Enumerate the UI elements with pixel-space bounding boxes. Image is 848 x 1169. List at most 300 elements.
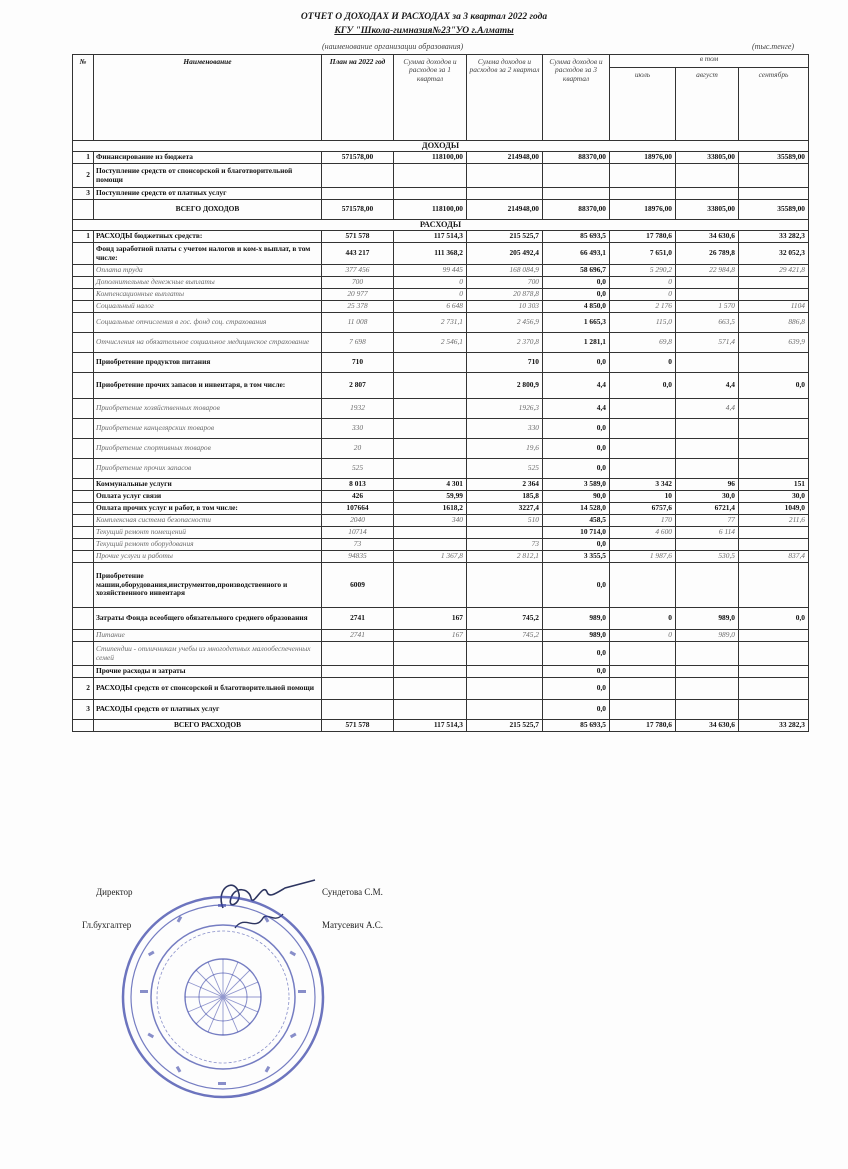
cell-m3: 0,0	[739, 373, 809, 399]
row-label: Оплата прочих услуг и работ, в том числе:	[94, 503, 322, 515]
row-label: Приобретение прочих запасов	[94, 459, 322, 479]
col-m3-header: сентябрь	[739, 67, 809, 140]
cell-q2: 510	[467, 515, 543, 527]
cell-plan: 571578,00	[322, 152, 394, 164]
cell-q3: 66 493,1	[543, 243, 610, 265]
cell-q2: 73	[467, 539, 543, 551]
cell-q1: 117 514,3	[394, 720, 467, 732]
cell-q1: 117 514,3	[394, 231, 467, 243]
cell-m3: 32 052,3	[739, 243, 809, 265]
cell-m1	[610, 188, 676, 200]
cell-m3	[739, 399, 809, 419]
table-row	[73, 720, 809, 732]
row-number	[73, 503, 94, 515]
cell-m1: 1 987,6	[610, 551, 676, 563]
cell-m2	[676, 459, 739, 479]
cell-m3: 639,9	[739, 333, 809, 353]
cell-m3: 35589,00	[739, 152, 809, 164]
cell-plan: 426	[322, 491, 394, 503]
cell-q2: 214948,00	[467, 152, 543, 164]
cell-m2	[676, 563, 739, 608]
cell-m1	[610, 563, 676, 608]
cell-q1: 2 546,1	[394, 333, 467, 353]
cell-m3	[739, 164, 809, 188]
cell-q1	[394, 164, 467, 188]
table-row	[73, 608, 809, 630]
cell-m1	[610, 700, 676, 720]
cell-m3	[739, 642, 809, 666]
cell-q3: 88370,00	[543, 200, 610, 220]
cell-m1	[610, 164, 676, 188]
cell-q2: 2 364	[467, 479, 543, 491]
cell-q3: 14 528,0	[543, 503, 610, 515]
table-row	[73, 313, 809, 333]
table-row	[73, 419, 809, 439]
cell-m3	[739, 678, 809, 700]
table-row	[73, 551, 809, 563]
row-label: Коммунальные услуги	[94, 479, 322, 491]
table-row	[73, 231, 809, 243]
table-row	[73, 265, 809, 277]
cell-m2: 96	[676, 479, 739, 491]
cell-q1: 340	[394, 515, 467, 527]
section-row-expense	[73, 220, 809, 231]
cell-plan: 710	[322, 353, 394, 373]
cell-q3: 0,0	[543, 419, 610, 439]
cell-plan: 443 217	[322, 243, 394, 265]
cell-q3: 4,4	[543, 399, 610, 419]
row-label: Текущий ремонт помещений	[94, 527, 322, 539]
cell-q2: 205 492,4	[467, 243, 543, 265]
row-number	[73, 515, 94, 527]
cell-q3: 3 589,0	[543, 479, 610, 491]
cell-q2	[467, 642, 543, 666]
cell-m1: 2 176	[610, 301, 676, 313]
accountant-label: Гл.бухгалтер	[82, 920, 132, 930]
cell-q1	[394, 188, 467, 200]
col-num-header: №	[73, 55, 94, 141]
row-label: Приобретение хозяйственных товаров	[94, 399, 322, 419]
cell-q3: 458,5	[543, 515, 610, 527]
row-number	[73, 551, 94, 563]
cell-q3: 58 696,7	[543, 265, 610, 277]
cell-m1	[610, 419, 676, 439]
row-label: Питание	[94, 630, 322, 642]
cell-m2	[676, 353, 739, 373]
cell-m3: 1104	[739, 301, 809, 313]
cell-m2: 26 789,8	[676, 243, 739, 265]
cell-q1	[394, 678, 467, 700]
cell-plan: 2 807	[322, 373, 394, 399]
row-label: Оплата услуг связи	[94, 491, 322, 503]
cell-q1: 4 301	[394, 479, 467, 491]
cell-plan: 2741	[322, 608, 394, 630]
cell-q2: 745,2	[467, 630, 543, 642]
cell-m2: 33805,00	[676, 200, 739, 220]
row-label: Поступление средств от платных услуг	[94, 188, 322, 200]
col-m2-header: август	[676, 67, 739, 140]
table-row	[73, 373, 809, 399]
cell-m2	[676, 700, 739, 720]
cell-q2: 10 303	[467, 301, 543, 313]
row-number	[73, 608, 94, 630]
cell-q3: 0,0	[543, 563, 610, 608]
cell-m2	[676, 678, 739, 700]
report-title: ОТЧЕТ О ДОХОДАХ И РАСХОДАХ за 3 квартал 2022 года	[300, 12, 548, 22]
cell-m3: 886,8	[739, 313, 809, 333]
cell-m2	[676, 289, 739, 301]
cell-plan	[322, 678, 394, 700]
cell-q3: 1 281,1	[543, 333, 610, 353]
cell-q1	[394, 539, 467, 551]
cell-m3: 837,4	[739, 551, 809, 563]
cell-m2: 22 984,8	[676, 265, 739, 277]
row-number	[73, 200, 94, 220]
cell-q2: 710	[467, 353, 543, 373]
cell-q1: 59,99	[394, 491, 467, 503]
row-number	[73, 243, 94, 265]
director-label: Директор	[96, 887, 133, 897]
cell-m3: 35589,00	[739, 200, 809, 220]
official-seal-icon	[118, 892, 328, 1102]
cell-q2: 1926,3	[467, 399, 543, 419]
cell-q3: 3 355,5	[543, 551, 610, 563]
cell-q2: 2 800,9	[467, 373, 543, 399]
cell-q1	[394, 353, 467, 373]
cell-q2	[467, 188, 543, 200]
cell-m1: 10	[610, 491, 676, 503]
cell-q1: 0	[394, 289, 467, 301]
cell-m3: 0,0	[739, 608, 809, 630]
cell-m2: 33805,00	[676, 152, 739, 164]
cell-q1	[394, 373, 467, 399]
cell-m2	[676, 419, 739, 439]
cell-q3: 0,0	[543, 439, 610, 459]
cell-q3: 1 665,3	[543, 313, 610, 333]
cell-m1: 115,0	[610, 313, 676, 333]
cell-m3	[739, 700, 809, 720]
row-number	[73, 491, 94, 503]
table-row	[73, 539, 809, 551]
row-number: 2	[73, 678, 94, 700]
table-row	[73, 353, 809, 373]
cell-m2: 30,0	[676, 491, 739, 503]
cell-m3: 211,6	[739, 515, 809, 527]
table-row	[73, 188, 809, 200]
col-incl-header: в том	[610, 55, 809, 68]
cell-q3	[543, 188, 610, 200]
cell-q1: 6 648	[394, 301, 467, 313]
cell-m3	[739, 666, 809, 678]
cell-m1	[610, 642, 676, 666]
cell-m3: 151	[739, 479, 809, 491]
cell-q3: 0,0	[543, 539, 610, 551]
cell-q3: 0,0	[543, 459, 610, 479]
cell-q2: 215 525,7	[467, 720, 543, 732]
row-label: Прочие услуги и работы	[94, 551, 322, 563]
row-label: РАСХОДЫ средств от платных услуг	[94, 700, 322, 720]
cell-m1: 0	[610, 353, 676, 373]
row-number	[73, 301, 94, 313]
cell-m2: 663,5	[676, 313, 739, 333]
cell-q1	[394, 700, 467, 720]
row-number: 1	[73, 152, 94, 164]
row-number	[73, 353, 94, 373]
cell-m1: 6757,6	[610, 503, 676, 515]
cell-q1	[394, 439, 467, 459]
organization-note: (наименование организации образования)	[322, 42, 464, 51]
row-label: Финансирование из бюджета	[94, 152, 322, 164]
cell-plan: 330	[322, 419, 394, 439]
row-label: Отчисления на обязательное социальное медицинское страхование	[94, 333, 322, 353]
cell-m1	[610, 666, 676, 678]
table-row	[73, 527, 809, 539]
row-number: 2	[73, 164, 94, 188]
cell-m1: 170	[610, 515, 676, 527]
table-row	[73, 479, 809, 491]
row-number	[73, 277, 94, 289]
cell-q2: 2 456,9	[467, 313, 543, 333]
cell-q1: 118100,00	[394, 152, 467, 164]
cell-plan: 94835	[322, 551, 394, 563]
cell-m2: 4,4	[676, 373, 739, 399]
director-name: Сундетова С.М.	[322, 887, 383, 897]
cell-m3	[739, 630, 809, 642]
row-label: Приобретение канцелярских товаров	[94, 419, 322, 439]
cell-q3: 0,0	[543, 700, 610, 720]
row-label: Приобретение спортивных товаров	[94, 439, 322, 459]
table-row	[73, 301, 809, 313]
cell-plan	[322, 188, 394, 200]
cell-q3: 989,0	[543, 608, 610, 630]
row-label: Текущий ремонт оборудования	[94, 539, 322, 551]
cell-m3	[739, 188, 809, 200]
cell-q1	[394, 399, 467, 419]
row-label: Приобретение машин,оборудования,инструментов,производственного и хозяйственного инвентаря	[94, 563, 322, 608]
cell-plan: 571578,00	[322, 200, 394, 220]
cell-m2: 77	[676, 515, 739, 527]
cell-q2: 20 878,8	[467, 289, 543, 301]
cell-m1: 7 651,0	[610, 243, 676, 265]
row-number	[73, 563, 94, 608]
col-name-header: Наименование	[94, 55, 322, 141]
row-number	[73, 479, 94, 491]
row-label: РАСХОДЫ средств от спонсорской и благотворительной помощи	[94, 678, 322, 700]
cell-m1: 17 780,6	[610, 231, 676, 243]
row-number	[73, 313, 94, 333]
table-row	[73, 700, 809, 720]
row-number	[73, 419, 94, 439]
cell-q3: 0,0	[543, 353, 610, 373]
cell-q3: 4 850,0	[543, 301, 610, 313]
row-number	[73, 666, 94, 678]
cell-plan	[322, 164, 394, 188]
cell-m2	[676, 539, 739, 551]
cell-m1	[610, 439, 676, 459]
row-label: Поступление средств от спонсорской и благотворительной помощи	[94, 164, 322, 188]
cell-m2: 989,0	[676, 608, 739, 630]
cell-q1: 1618,2	[394, 503, 467, 515]
cell-q1	[394, 666, 467, 678]
row-label: Прочие расходы и затраты	[94, 666, 322, 678]
cell-m2: 1 570	[676, 301, 739, 313]
row-label: ВСЕГО РАСХОДОВ	[94, 720, 322, 732]
table-row	[73, 152, 809, 164]
cell-q1: 0	[394, 277, 467, 289]
cell-m2: 34 630,6	[676, 231, 739, 243]
cell-m2	[676, 439, 739, 459]
cell-q1: 111 368,2	[394, 243, 467, 265]
cell-plan: 25 378	[322, 301, 394, 313]
table-row	[73, 678, 809, 700]
row-label: Социальные отчисления в гос. фонд соц. страхования	[94, 313, 322, 333]
cell-m2: 989,0	[676, 630, 739, 642]
table-row	[73, 277, 809, 289]
cell-m1: 4 600	[610, 527, 676, 539]
col-m1-header: июль	[610, 67, 676, 140]
table-row	[73, 399, 809, 419]
cell-q1: 1 367,8	[394, 551, 467, 563]
cell-m1: 18976,00	[610, 152, 676, 164]
cell-q3: 85 693,5	[543, 231, 610, 243]
cell-plan: 107664	[322, 503, 394, 515]
cell-plan: 73	[322, 539, 394, 551]
cell-m3	[739, 439, 809, 459]
cell-m2: 34 630,6	[676, 720, 739, 732]
cell-q1	[394, 642, 467, 666]
organization-name: КГУ "Школа-гимназия№23"УО г.Алматы	[334, 26, 514, 36]
col-q3-header: Сумма доходов и расходов за 3 квартал	[543, 55, 610, 141]
cell-m2: 571,4	[676, 333, 739, 353]
cell-q2: 215 525,7	[467, 231, 543, 243]
table-row	[73, 164, 809, 188]
table-row	[73, 563, 809, 608]
row-number	[73, 439, 94, 459]
row-label: Затраты Фонда всеобщего обязательного среднего образования	[94, 608, 322, 630]
cell-m1: 0	[610, 630, 676, 642]
cell-m3: 1049,0	[739, 503, 809, 515]
cell-q3: 4,4	[543, 373, 610, 399]
cell-plan: 2741	[322, 630, 394, 642]
cell-q2	[467, 164, 543, 188]
cell-q2: 185,8	[467, 491, 543, 503]
cell-m1: 0	[610, 289, 676, 301]
cell-q2: 214948,00	[467, 200, 543, 220]
cell-q2: 700	[467, 277, 543, 289]
cell-m1: 17 780,6	[610, 720, 676, 732]
cell-q1: 167	[394, 608, 467, 630]
cell-m3	[739, 459, 809, 479]
cell-m1: 0	[610, 608, 676, 630]
row-number	[73, 539, 94, 551]
row-number	[73, 642, 94, 666]
cell-plan: 8 013	[322, 479, 394, 491]
row-number	[73, 459, 94, 479]
cell-q1	[394, 459, 467, 479]
cell-plan: 11 008	[322, 313, 394, 333]
cell-q3	[543, 164, 610, 188]
row-number	[73, 720, 94, 732]
cell-m3	[739, 289, 809, 301]
cell-m1	[610, 459, 676, 479]
table-row	[73, 515, 809, 527]
table-row	[73, 666, 809, 678]
table-row	[73, 491, 809, 503]
row-number	[73, 373, 94, 399]
cell-m3	[739, 539, 809, 551]
row-label: Социальный налог	[94, 301, 322, 313]
table-row	[73, 439, 809, 459]
cell-m1: 5 290,2	[610, 265, 676, 277]
row-number	[73, 399, 94, 419]
cell-q2	[467, 678, 543, 700]
cell-q3: 10 714,0	[543, 527, 610, 539]
table-row	[73, 200, 809, 220]
cell-q3: 85 693,5	[543, 720, 610, 732]
cell-m2: 530,5	[676, 551, 739, 563]
row-number	[73, 289, 94, 301]
cell-m1: 0,0	[610, 373, 676, 399]
cell-plan: 700	[322, 277, 394, 289]
table-row	[73, 243, 809, 265]
cell-q3: 90,0	[543, 491, 610, 503]
cell-m3: 30,0	[739, 491, 809, 503]
row-number: 3	[73, 188, 94, 200]
cell-q3: 0,0	[543, 289, 610, 301]
row-number	[73, 527, 94, 539]
cell-m3	[739, 277, 809, 289]
cell-m2	[676, 164, 739, 188]
cell-q2: 2 370,8	[467, 333, 543, 353]
row-number	[73, 265, 94, 277]
cell-plan: 7 698	[322, 333, 394, 353]
row-label: ВСЕГО ДОХОДОВ	[94, 200, 322, 220]
cell-m3	[739, 419, 809, 439]
cell-m2: 6 114	[676, 527, 739, 539]
row-number: 1	[73, 231, 94, 243]
cell-m1: 18976,00	[610, 200, 676, 220]
cell-q2: 525	[467, 459, 543, 479]
cell-m3: 33 282,3	[739, 231, 809, 243]
section-title: РАСХОДЫ	[73, 220, 809, 231]
cell-m3	[739, 563, 809, 608]
cell-m1: 0	[610, 277, 676, 289]
cell-m2	[676, 642, 739, 666]
cell-m1	[610, 399, 676, 419]
cell-plan: 20	[322, 439, 394, 459]
cell-q1: 167	[394, 630, 467, 642]
row-label: РАСХОДЫ бюджетных средств:	[94, 231, 322, 243]
cell-plan: 2040	[322, 515, 394, 527]
cell-plan: 20 977	[322, 289, 394, 301]
cell-plan: 525	[322, 459, 394, 479]
cell-q1: 118100,00	[394, 200, 467, 220]
cell-q3: 989,0	[543, 630, 610, 642]
cell-q2	[467, 527, 543, 539]
cell-q3: 0,0	[543, 666, 610, 678]
table-row	[73, 289, 809, 301]
table-row	[73, 630, 809, 642]
row-label: Комплексная система безопасности	[94, 515, 322, 527]
accountant-name: Матусевич А.С.	[322, 920, 384, 930]
cell-plan: 571 578	[322, 231, 394, 243]
row-label: Дополнительные денежные выплаты	[94, 277, 322, 289]
row-number: 3	[73, 700, 94, 720]
cell-q2	[467, 563, 543, 608]
cell-plan: 10714	[322, 527, 394, 539]
cell-q2: 2 812,1	[467, 551, 543, 563]
row-label: Приобретение прочих запасов и инвентаря, в том числе:	[94, 373, 322, 399]
